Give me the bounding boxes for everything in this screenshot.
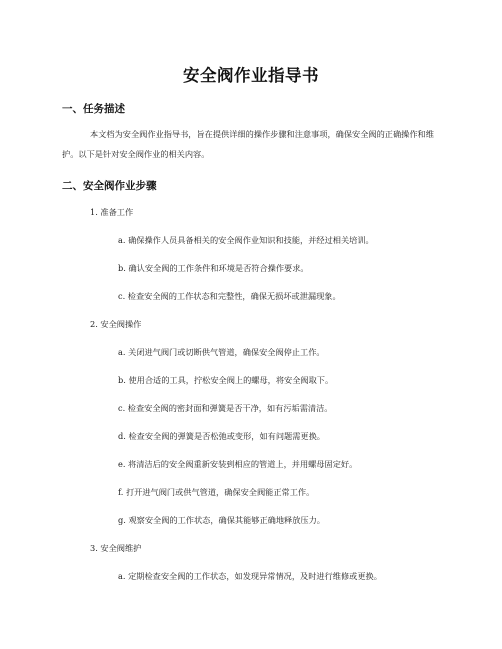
section-heading-steps: 二、安全阀作业步骤 bbox=[62, 180, 157, 192]
task-description-paragraph: 本文档为安全阀作业指导书，旨在提供详细的操作步骤和注意事项，确保安全阀的正确操作和维护。以下是针对安全阀作业的相关内容。 bbox=[62, 129, 434, 159]
step-1-item-c: c. 检查安全阀的工作状态和完整性，确保无损坏或泄漏现象。 bbox=[118, 291, 341, 301]
step-3-item-a: a. 定期检查安全阀的工作状态，如发现异常情况，及时进行维修或更换。 bbox=[118, 571, 382, 581]
step-2-label: 2. 安全阀操作 bbox=[90, 319, 142, 329]
step-1-item-b: b. 确认安全阀的工作条件和环境是否符合操作要求。 bbox=[118, 263, 309, 273]
step-2-item-d: d. 检查安全阀的弹簧是否松弛或变形，如有问题需更换。 bbox=[118, 431, 325, 441]
step-2-item-f: f. 打开进气阀门或供气管道，确保安全阀能正常工作。 bbox=[118, 487, 315, 497]
step-1-item-a: a. 确保操作人员具备相关的安全阀作业知识和技能，并经过相关培训。 bbox=[118, 235, 374, 245]
step-1-label: 1. 准备工作 bbox=[90, 207, 134, 217]
section-heading-task-description: 一、任务描述 bbox=[62, 103, 125, 115]
step-2-item-e: e. 将清洁后的安全阀重新安装到相应的管道上，并用螺母固定好。 bbox=[118, 459, 358, 469]
step-2-item-c: c. 检查安全阀的密封面和弹簧是否干净，如有污垢需清洁。 bbox=[118, 403, 333, 413]
step-2-item-b: b. 使用合适的工具，拧松安全阀上的螺母，将安全阀取下。 bbox=[118, 375, 334, 385]
step-3-label: 3. 安全阀维护 bbox=[90, 543, 142, 553]
step-2-item-a: a. 关闭进气阀门或切断供气管道，确保安全阀停止工作。 bbox=[118, 347, 325, 357]
document-title: 安全阀作业指导书 bbox=[183, 66, 319, 85]
step-2-item-g: g. 观察安全阀的工作状态，确保其能够正确地释放压力。 bbox=[118, 515, 325, 525]
